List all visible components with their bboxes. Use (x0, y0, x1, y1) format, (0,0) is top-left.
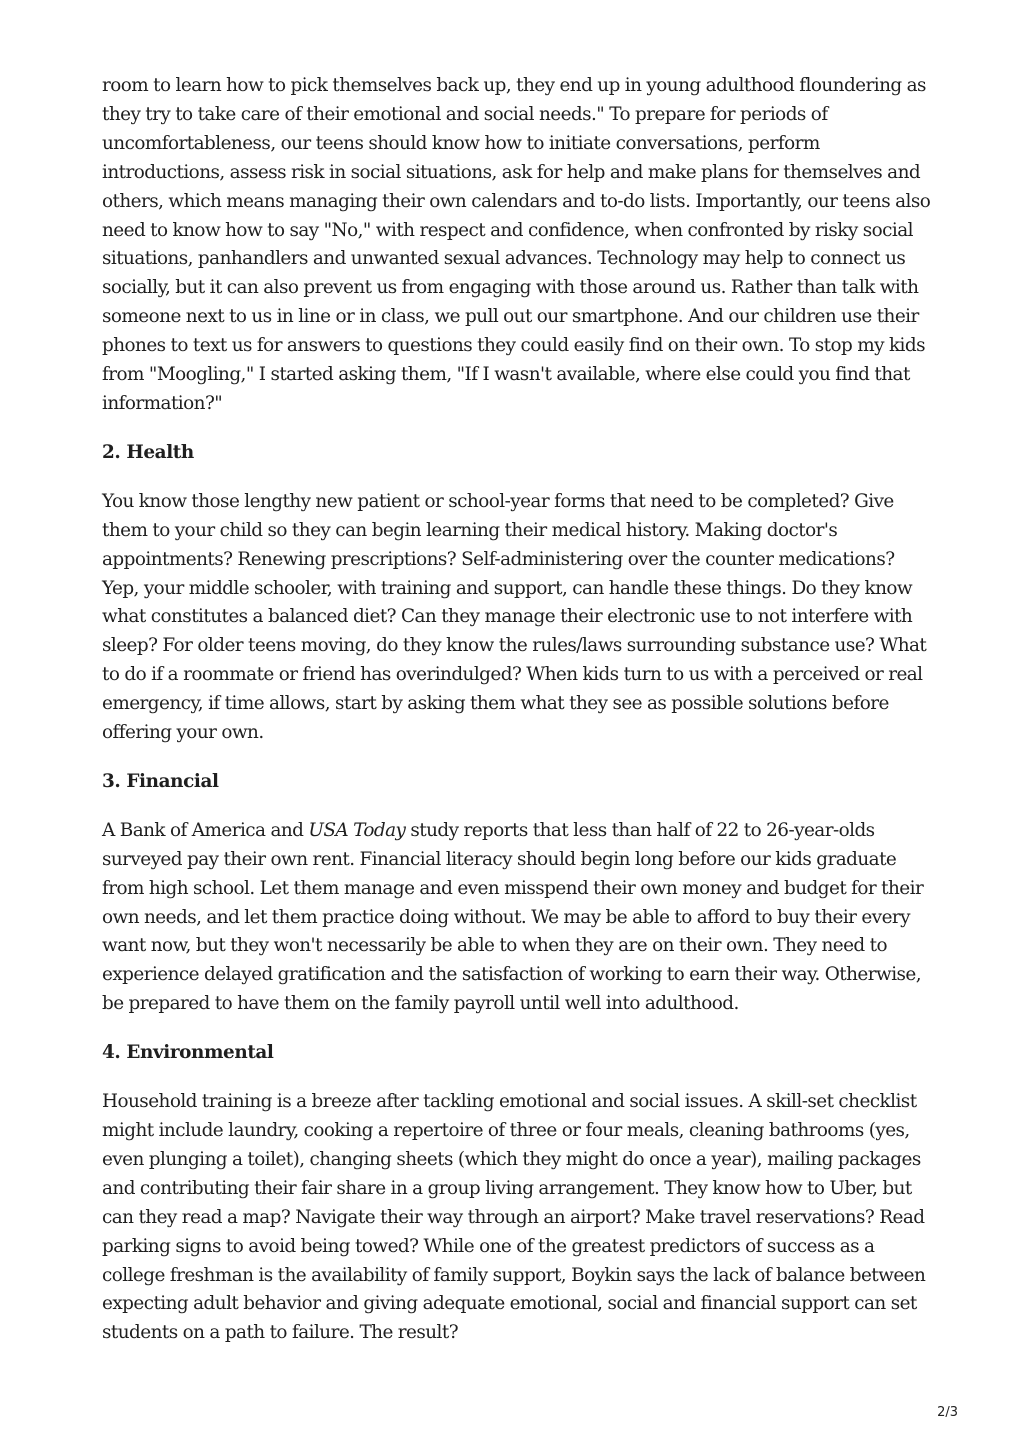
intro-paragraph: room to learn how to pick themselves back up, they end up in young adulthood floundering as they try to take care of their emotional and social needs." To prepare for periods of uncomfortableness, our teens should know how to initiate conversations, perform introductions, assess risk in social situations, ask for help and make plans for themselves and others, which means managing their own calendars and to-do lists. Importantly, our teens also need to know how to say "No," with respect and confidence, when confronted by risky social situations, panhandlers and unwanted sexual advances. Technology may help to connect us socially, but it can also prevent us from engaging with those around us. Rather than talk with someone next to us in line or in class, we pull out our smartphone. And our children use their phones to text us for answers to questions they could easily find on their own. To stop my kids from "Moogling," I started asking them, "If I wasn't available, where else could you find that information?" (102, 75, 931, 414)
document-page (102, 72, 932, 1348)
section-body-environmental: Household training is a breeze after tackling emotional and social issues. A skill-set checklist might include laundry, cooking a repertoire of three or four meals, cleaning bathrooms (yes, even plunging a toilet), changing sheets (which they might do once a year), mailing packages and contributing their fair share in a group living arrangement. They know how to Uber, but can they read a map? Navigate their way through an airport? Make travel reservations? Read parking signs to avoid being towed? While one of the greatest predictors of success as a college freshman is the availability of family support, Boykin says the lack of balance between expecting adult behavior and giving adequate emotional, social and financial support can set students on a path to failure. The result? (102, 1091, 926, 1344)
page-number: 2/3 (937, 1405, 958, 1420)
section-heading-health: 2. Health (102, 441, 194, 463)
section-body-health: You know those lengthy new patient or school-year forms that need to be completed? Give them to your child so they can begin learning their medical history. Making doctor's appointments? Renewing prescriptions? Self-administering over the counter medications? Yep, your middle schooler, with training and support, can handle these things. Do they know what constitutes a balanced diet? Can they manage their electronic use to not interfere with sleep? For older teens moving, do they know the rules/laws surrounding substance use? What to do if a roommate or friend has overindulged? When kids turn to us with a perceived or real emergency, if time allows, start by asking them what they see as possible solutions before offering your own. (102, 490, 927, 744)
section-heading-environmental: 4. Environmental (102, 1042, 274, 1064)
section-body-financial (102, 817, 932, 1019)
publication-name: USA Today (308, 819, 406, 841)
financial-text-start: A Bank of America and (102, 819, 309, 841)
financial-text-rest: study reports that less than half of 22 to 26-year-olds surveyed pay their own rent. Financial literacy should begin long before our kids graduate from high school. Let them manage and even misspend their own money and budget for their own needs, and let them practice doing without. We may be able to afford to buy their every want now, but they won't necessarily be able to when they are on their own. They need to experience delayed gratification and the satisfaction of working to earn their way. Otherwise, be prepared to have them on the family payroll until well into adulthood. (102, 819, 924, 1015)
section-heading-financial: 3. Financial (102, 770, 219, 792)
